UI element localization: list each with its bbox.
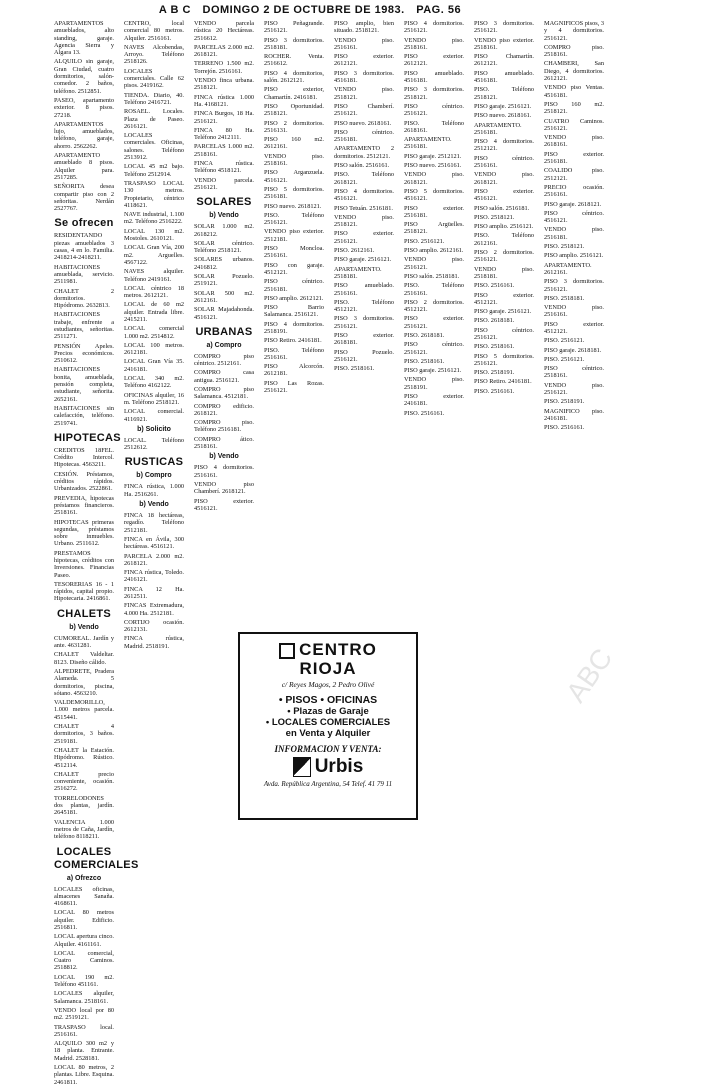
classified-entry: APARTAMENTO. 2612161. bbox=[544, 261, 592, 276]
classified-entry: CENTRO, local comercial 80 metros. Alquiler. 2516161. bbox=[124, 20, 184, 42]
classified-entry: PRESTAMOS hipotecas, créditos con Inversiones. Financias Paseo. bbox=[54, 549, 114, 579]
classified-entry: PISO salón. 2516161. bbox=[334, 162, 390, 170]
classified-entry: PISO céntrico. 2518161. bbox=[544, 365, 604, 380]
classified-entry: LOCAL 80 metros, 2 plantas. Libre. Esquina. 2461811. bbox=[54, 1064, 114, 1086]
classified-entry: APARTAMENTO. 2518181. bbox=[334, 265, 382, 280]
classified-entry: VENDO piso. 2518161. bbox=[264, 152, 324, 168]
section-title: URBANAS bbox=[195, 325, 253, 338]
classified-entry: HIPOTECAS primeras segundas, préstamos sobre inmuebles. Urbano. 2511612. bbox=[54, 518, 114, 548]
classified-entry: VENDO piso. 2618161. bbox=[544, 134, 604, 149]
classified-entry: PASEO, apartamento exterior. 8 pisos. 27218. bbox=[54, 96, 114, 119]
classified-entry: PISO exterior. 2612121. bbox=[404, 53, 464, 68]
classified-entry: PISO Pozuelo. 2516121. bbox=[334, 348, 394, 363]
classified-entry: LOCAL 340 m2. Teléfono 4162122. bbox=[124, 375, 184, 390]
classified-entry: FINCA en Ávila, 300 hectáreas. 4516121. bbox=[124, 535, 184, 551]
classified-entry: PISO. 2516161. bbox=[404, 409, 445, 417]
section-subtitle: b) Vendo bbox=[209, 212, 239, 220]
classified-entry: PISO exterior. 4516121. bbox=[474, 187, 534, 203]
classified-entry: COMPRO piso. Teléfono 2516181. bbox=[194, 419, 254, 434]
classified-entry: PISO. 2516161. bbox=[474, 387, 515, 395]
classified-entry: CREDITOS 18FEL. Crédito Intercol. Hipotecas. 4563211. bbox=[54, 446, 114, 469]
classified-entry: CHALET 2 dormitorios. Hipódromo. 2632813. bbox=[54, 287, 114, 310]
classified-entry: LOCALES alquiler, Salamanca. 2518161. bbox=[54, 990, 114, 1005]
classified-entry: PENSIÓN Apeles. Precios económicos. 2510612. bbox=[54, 342, 114, 365]
page-header bbox=[0, 4, 620, 20]
classified-entry: PISO. 2618181. bbox=[474, 317, 515, 325]
classified-entry: ROCHER. Venta. 2516612. bbox=[264, 53, 324, 68]
classified-entry: APARTAMENTOS lujo, amueblados, teléfono, garaje, ahorro. 2562262. bbox=[54, 120, 114, 150]
classified-entry: ALPEDRETE, Pradera Alameda. 5 dormitorios, piscina, sótano. 4563210. bbox=[54, 667, 114, 697]
classified-entry: LOCAL apertura cinco. Alquiler. 4161161. bbox=[54, 933, 114, 948]
classified-entry: VENDO piso. 2516181. bbox=[544, 226, 604, 241]
classified-entry: PISO Peñagrande. 2516121. bbox=[264, 20, 324, 35]
classified-entry: PISO exterior. 2516181. bbox=[404, 204, 464, 219]
classified-entry: PISO. 2518181. bbox=[544, 294, 585, 302]
classified-entry: TIENDA. Diario, 40. Teléfono 2416721. bbox=[124, 91, 184, 106]
classified-entry: CHAMBERI, San Diego, 4 dormitorios. 2612121. bbox=[544, 60, 604, 83]
classified-entry: PISO céntrico. 2516121. bbox=[474, 326, 534, 341]
classified-entry: VENDO piso. 2518161. bbox=[404, 36, 464, 51]
classified-entry: PISO 3 dormitorios. 2518121. bbox=[404, 86, 464, 101]
classified-entry: VENDO piso. 2516121. bbox=[544, 381, 604, 397]
classified-entry: PISO 5 dormitorios. 2516181. bbox=[264, 185, 324, 201]
ad-line-1: • PISOS • OFICINAS bbox=[278, 694, 378, 706]
classified-entry: PISO exterior. 2516121. bbox=[334, 230, 394, 245]
classified-entry: PISO. 2518191. bbox=[474, 369, 515, 377]
classified-entry: PISO. 2518121. bbox=[474, 213, 515, 221]
centro-rioja-advertisement bbox=[238, 632, 418, 820]
classified-entry: SOLARES urbanos. 2416812. bbox=[194, 256, 254, 271]
classified-entry: FINCA rústica 1.000 Ha. 4168121. bbox=[194, 93, 254, 108]
classified-entry: TERRENO 1.500 m2. Torrejón. 2516161. bbox=[194, 60, 254, 75]
classified-entry: PISO. Teléfono 2618161. bbox=[404, 119, 464, 134]
classified-entry: VENDO piso exterior. 2518161. bbox=[474, 36, 534, 51]
classified-entry: PISO. 2518161. bbox=[404, 357, 445, 365]
classified-column-7 bbox=[474, 20, 534, 832]
classified-entry: PISO 4 dormitorios. 2518191. bbox=[264, 320, 324, 335]
ad-line-2: • Plazas de Garaje bbox=[287, 706, 369, 717]
classified-entry: PISO amueblado. 4516181. bbox=[404, 69, 464, 85]
classified-entry: LOCAL Gran Vía, 200 m2. Arguelles. 4567122. bbox=[124, 244, 184, 266]
classified-entry: VENDO piso Chamberí. 2618121. bbox=[194, 480, 254, 496]
classified-entry: MAGNIFICO piso. 2416181. bbox=[544, 407, 604, 422]
classified-entry: PISO 2 dormitorios. 2516121. bbox=[474, 249, 534, 264]
classified-entry: HABITACIONES bonita, amueblada, pensión completa, estudiante, señorita. 2652161. bbox=[54, 366, 114, 403]
classified-entry: PISO amplio. 2516121. bbox=[544, 252, 604, 260]
classified-entry: CHALET precio conveniente, ocasión. 2516272. bbox=[54, 770, 114, 793]
logo-square-icon bbox=[279, 643, 295, 659]
classified-entry: PISO 4 dormitorios, salón. 2612121. bbox=[264, 69, 324, 85]
classified-entry: NAVES Alcobendas, Arroyo. Teléfono 2518126. bbox=[124, 43, 184, 66]
classified-entry: COMPRO piso. 2518161. bbox=[544, 43, 604, 59]
section-subtitle: b) Vendo bbox=[209, 453, 239, 461]
classified-entry: COMPRO piso céntrico. 2512161. bbox=[194, 352, 254, 368]
classified-entry: PISO 4 dormitorios. 2512121. bbox=[474, 138, 534, 153]
classified-column-2 bbox=[124, 20, 184, 832]
classified-column-5 bbox=[334, 20, 394, 628]
classified-entry: SOLAR 500 m2. 2612161. bbox=[194, 289, 254, 304]
classified-entry: APARTAMENTO. 2516181. bbox=[404, 136, 452, 151]
classified-entry: CESIÓN. Préstamos, créditos rápidos. Urbanizados. 2522861. bbox=[54, 470, 114, 493]
classified-entry: SOLAR Majadahonda. 4516121. bbox=[194, 306, 254, 321]
classified-entry: FINCA rústica. Teléfono 4518121. bbox=[194, 160, 254, 175]
classified-entry: PISO exterior. 2516181. bbox=[544, 150, 604, 166]
classified-entry: LOCALES comerciales. Oficinas, salones. Teléfono 2513912. bbox=[124, 132, 184, 162]
classified-entry: SOLAR Pozuelo. 2519121. bbox=[194, 273, 254, 288]
classified-entry: FINCA rústica, 1.000 Ha. 2516261. bbox=[124, 483, 184, 498]
urbis-logo-icon bbox=[293, 757, 311, 777]
classified-entry: PISO exterior, Chamartín. 2416181. bbox=[264, 86, 324, 101]
classified-entry: PISO. 2518161. bbox=[334, 365, 375, 373]
classified-entry: PISO. 2518121. bbox=[544, 243, 585, 251]
classified-entry: PISO exterior. 4512121. bbox=[474, 291, 534, 306]
classified-entry: VENDO piso. 2518121. bbox=[334, 86, 394, 101]
classified-entry: VENDO piso. 2518121. bbox=[334, 213, 394, 229]
classified-entry: PISO garaje. 2516121. bbox=[474, 102, 532, 110]
classified-entry: SOLAR céntrico. Teléfono 2518121. bbox=[194, 239, 254, 255]
ad-title: CENTRO RIOJA bbox=[248, 640, 408, 678]
classified-entry: PISO 4 dormitorios. 2516121. bbox=[404, 20, 464, 35]
classified-entry: MAGNIFICOS pisos, 3 y 4 dormitorios. 2516121. bbox=[544, 20, 605, 42]
classified-entry: HABITACIONES amueblada, servicio. 2511981. bbox=[54, 263, 114, 286]
classified-entry: PISO céntrico. 2516121. bbox=[404, 102, 464, 118]
classified-entry: PISO Las Rozas. 2516121. bbox=[264, 379, 324, 395]
classified-entry: PISO Tetuán. 2516181. bbox=[334, 204, 393, 212]
classified-entry: HABITACIONES sin calefacción, teléfono. 2519741. bbox=[54, 404, 114, 427]
classified-entry: PISO Barrio Salamanca. 2516121. bbox=[264, 304, 324, 319]
classified-entry: PISO. 2516161. bbox=[474, 282, 515, 290]
classified-entry: PARCELAS 1.000 m2. 2518161. bbox=[194, 143, 254, 158]
classified-entry: CHALET Valdeltar. 8123. Diseño cálido. bbox=[54, 651, 114, 666]
classified-entry: PISO. 2618181. bbox=[404, 331, 445, 339]
classified-entry: PARCELAS 2.000 m2. 2618121. bbox=[194, 43, 254, 59]
classified-entry: LOCALES oficinas, almacenes Sanaña. 4168611. bbox=[54, 885, 114, 908]
classified-entry: FINCA Burgos, 18 Ha. 2516121. bbox=[194, 110, 254, 125]
classified-entry: APARTAMENTOS amueblados, alto standing, garaje. Agencia Sierra y Algara 13. bbox=[54, 20, 114, 57]
classified-entry: VENDO piso. 2518191. bbox=[404, 376, 464, 391]
classified-entry: LOCAL céntrico 18 metros. 2612121. bbox=[124, 284, 184, 300]
classified-entry: FINCA 12 Ha. 2612511. bbox=[124, 585, 184, 600]
section-title: SOLARES bbox=[196, 196, 252, 209]
classified-entry: LOCAL 45 m2 bajo. Teléfono 2512914. bbox=[124, 163, 184, 178]
classified-entry: PISO. 2518191. bbox=[544, 398, 585, 406]
classified-entry: VALENCIA 1.000 metros de Caña, Jardín, teléfono 8118211. bbox=[54, 818, 114, 841]
classified-entry: PARCELA 2.000 m2. 2618121. bbox=[124, 552, 184, 567]
classified-entry: PISO. Teléfono 2618121. bbox=[334, 171, 394, 186]
classified-entry: PISO. Teléfono 2516161. bbox=[404, 282, 464, 297]
classified-entry: PISO garaje. 2618181. bbox=[544, 346, 602, 354]
classified-entry: COMPRO edificio. 2618121. bbox=[194, 402, 254, 417]
classified-entry: PISO garaje. 2516121. bbox=[474, 308, 532, 316]
classified-entry: VENDO piso. 2618121. bbox=[404, 171, 464, 186]
classified-entry: PISO amplio, bien situado. 2518121. bbox=[334, 20, 394, 35]
classified-entry: PISO nuevo. 2516161. bbox=[404, 162, 462, 170]
classified-entry: PISO. 2518161. bbox=[474, 343, 515, 351]
classified-entry: SEÑORITA desea compartir piso con 2 señoritas. Nerdán 2527767. bbox=[54, 183, 114, 213]
classified-entry: LOCAL comercial. 4116921. bbox=[124, 408, 184, 423]
classified-entry: PISO. Teléfono 2516121. bbox=[264, 211, 324, 227]
classified-entry: PISO garaje. 2516121. bbox=[404, 367, 462, 375]
ad-footer: Avda. República Argentina, 54 Telef. 41 79 11 bbox=[263, 780, 393, 788]
classified-entry: COMPRO piso Salamanca. 4512181. bbox=[194, 385, 254, 401]
classified-entry: PISO 3 dormitorios. 2516121. bbox=[544, 278, 604, 293]
watermark: ABC bbox=[560, 642, 619, 708]
classified-entry: PISO. 2516121. bbox=[544, 355, 585, 363]
section-subtitle: b) Compro bbox=[136, 472, 172, 480]
ad-line-3: • LOCALES COMERCIALES bbox=[265, 717, 391, 728]
classified-entry: PRECIO ocasión. 2516161. bbox=[544, 183, 604, 199]
classified-entry: PISO amueblado. 4516181. bbox=[474, 69, 534, 85]
classified-column-1 bbox=[54, 20, 139, 1086]
classified-entry: TRASPASO LOCAL 130 metros. Propietario, céntrico 4118621. bbox=[124, 179, 184, 209]
section-subtitle: a) Compro bbox=[206, 341, 242, 349]
classified-entry: PISO amueblado. 2516161. bbox=[334, 282, 394, 297]
classified-entry: PISO 4 dormitorios. 2516161. bbox=[194, 464, 254, 479]
classified-entry: PISO exterior. 2618181. bbox=[334, 331, 394, 347]
classified-entry: APARTAMENTO. 2516181. bbox=[474, 121, 522, 136]
classified-entry: CUATRO Caminos. 2516121. bbox=[544, 117, 604, 132]
classified-entry: PISO 5 dormitorios. 4516121. bbox=[404, 187, 464, 203]
classified-entry: CHALET la Estación. Hipódromo. Rústico. 4512114. bbox=[54, 746, 114, 769]
classified-entry: PISO garaje. 2512121. bbox=[404, 152, 462, 160]
classified-entry: TORRELODONES dos plantas, jardín. 2645181. bbox=[54, 794, 114, 817]
classified-entry: PISO. Teléfono 4512121. bbox=[334, 298, 394, 314]
section-subtitle: b) Solicito bbox=[137, 425, 171, 433]
ad-line-4: en Venta y Alquiler bbox=[285, 728, 371, 739]
classified-entry: PISO 5 dormitorios. 2516121. bbox=[474, 352, 534, 367]
classified-entry: CUMOREAL. Jardín y ante. 4631281. bbox=[54, 634, 114, 650]
classified-entry: PISO. 2612161. bbox=[334, 247, 375, 255]
classified-entry: VENDO finca urbana. 2518121. bbox=[194, 77, 254, 92]
section-subtitle: b) Vendo bbox=[69, 623, 99, 631]
classified-entry: LOCAL. Teléfono 2512612. bbox=[124, 436, 184, 452]
classified-entry: LOCAL 100 metros. 2612181. bbox=[124, 341, 184, 357]
classified-entry: PISO Oportunidad. 2518121. bbox=[264, 102, 324, 118]
classified-entry: LOCAL 190 m2. Teléfono 451161. bbox=[54, 973, 114, 989]
classified-entry: LOCAL 80 metros alquiler. Edificio. 2516811. bbox=[54, 909, 114, 931]
page-number: PAG. 56 bbox=[416, 4, 462, 16]
classified-entry: FINCA rústica, Toledo. 2416121. bbox=[124, 569, 184, 584]
classified-entry: SOLAR 1.000 m2. 2618212. bbox=[194, 223, 254, 238]
classified-entry: PISO. Teléfono 2612161. bbox=[474, 232, 534, 247]
classified-entry: PISO salón. 2518181. bbox=[404, 272, 460, 280]
classified-entry: NAVE industrial, 1.100 m2. Teléfono 2516222. bbox=[124, 211, 184, 226]
classified-entry: PISO exterior. 2516121. bbox=[404, 315, 464, 330]
classified-entry: PISO exterior. 2416181. bbox=[404, 393, 464, 408]
classified-entry: OFICINAS alquiler, 16 m. Teléfono 2518121. bbox=[124, 391, 184, 406]
classified-entry: RESIDENTANDO piezas amueblados 3 casas, 4 en lo. Familia. 2418214-2418211. bbox=[54, 232, 114, 262]
classified-entry: HABITACIONES trabaje, enfrente a estudiantes, señoritas. 2511271. bbox=[54, 311, 114, 341]
classified-entry: COALIDO piso. 2512121. bbox=[544, 167, 604, 182]
classified-entry: PISO exterior. 4516121. bbox=[194, 497, 254, 512]
classified-entry: PISO Moncloa. 2516161. bbox=[264, 245, 324, 260]
classified-entry: PISO. 2516121. bbox=[404, 237, 445, 245]
classified-entry: VENDO piso. 2516121. bbox=[404, 256, 464, 271]
classified-entry: PISO 3 dormitorios. 2516121. bbox=[474, 20, 534, 35]
classified-entry: FINCA 80 Ha. Teléfono 2412111. bbox=[194, 126, 254, 142]
section-title: LOCALES COMERCIALES bbox=[54, 845, 139, 871]
classified-entry: PISO nuevo. 2618161. bbox=[474, 112, 532, 120]
classified-entry: FINCA rústica, Madrid. 2518191. bbox=[124, 635, 184, 650]
classified-entry: PISO 3 dormitorios. 2516121. bbox=[334, 315, 394, 330]
classified-entry: PISO nuevo. 2618161. bbox=[334, 119, 392, 127]
classified-column-4 bbox=[264, 20, 324, 628]
classified-entry: FINCAS Extremadura, 4.000 Ha. 2512181. bbox=[124, 602, 184, 617]
section-title: Se ofrecen bbox=[54, 217, 114, 230]
classified-entry: PISO 2 dormitorios. 2516131. bbox=[264, 119, 324, 134]
classified-entry: PISO Alcorcón. 2612181. bbox=[264, 363, 324, 378]
classified-entry: PISO céntrico. 2516181. bbox=[264, 278, 324, 293]
ad-address: c/ Reyes Magos, 2 Pedro Olivé bbox=[281, 680, 375, 689]
classified-entry: PISO exterior. 4512121. bbox=[544, 320, 604, 335]
classified-entry: PISO Retiro. 2416181. bbox=[474, 378, 532, 386]
classified-entry: LOCAL Gran Vía 35. 2416181. bbox=[124, 358, 184, 373]
classified-column-3 bbox=[194, 20, 254, 628]
ad-brand: Urbis bbox=[240, 756, 416, 777]
classified-entry: ALQUILO 300 m2 y 18 planta. Entrante. Madrid. 2528181. bbox=[54, 1040, 114, 1062]
newspaper-name: A B C bbox=[158, 4, 191, 16]
classified-entry: PISO nuevo. 2618121. bbox=[264, 202, 322, 210]
section-title: RUSTICAS bbox=[124, 456, 184, 469]
classified-entry: VENDO piso. 2516161. bbox=[544, 304, 604, 319]
classified-entry: PISO Chamartín. 2612121. bbox=[474, 53, 534, 68]
classified-entry: PISO garaje. 2618121. bbox=[544, 200, 602, 208]
classified-entry: VENDO piso. 2518181. bbox=[474, 265, 534, 280]
classified-entry: ALQUILO sin garaje, Gran Ciudad, cuatro dormitorios, salón-comedor. 2 baños, teléfono. 2512851. bbox=[54, 58, 114, 95]
section-subtitle: b) Vendo bbox=[139, 501, 169, 509]
classified-entry: PISO con garaje. 4512121. bbox=[264, 261, 324, 276]
classified-entry: TESORERIAS 16 - 1 rápidos, capital propio. Hipotecaria. 2416861. bbox=[54, 580, 114, 603]
classified-entry: LOCAL de 60 m2 alquiler. Entrada libre. 2415211. bbox=[124, 301, 184, 323]
section-subtitle: a) Ofrezco bbox=[66, 874, 102, 882]
page-date: DOMINGO 2 DE OCTUBRE DE 1983. bbox=[202, 4, 405, 16]
classified-entry: VENDO piso Ventas. 4516181. bbox=[544, 84, 604, 99]
classified-entry: PISO. 2516161. bbox=[544, 424, 585, 432]
section-title: HIPOTECAS bbox=[54, 431, 121, 444]
classified-entry: CHALET 4 dormitorios, 3 baños. 2519181. bbox=[54, 723, 114, 745]
classified-entry: LOCAL comercial 1.000 m2. 2514812. bbox=[124, 325, 184, 340]
classified-entry: LOCAL 130 m2. Mostoles. 2610121. bbox=[124, 227, 184, 243]
classified-entry: PISO Chamberí. 2516121. bbox=[334, 102, 394, 118]
classified-entry: PISO céntrico. 2516161. bbox=[474, 154, 534, 170]
classified-entry: APARTAMENTO amueblado 8 pisos. Alquiler para. 2517285. bbox=[54, 152, 114, 181]
classified-entry: COMPRO ático. 2518161. bbox=[194, 435, 254, 451]
classified-entry: PISO Argüelles. 2518121. bbox=[404, 221, 464, 236]
classified-entry: PISO. Teléfono 2518121. bbox=[474, 86, 534, 101]
classified-entry: PISO 160 m2. 2518121. bbox=[544, 100, 604, 116]
classified-entry: VALDEMORILLO, 1.000 metros parcela. 4515441. bbox=[54, 699, 114, 721]
classified-entry: VENDO local por 80 m2. 2519121. bbox=[54, 1006, 114, 1022]
classified-entry: COMPRO casa antigua. 2516121. bbox=[194, 369, 254, 384]
classified-entry: CORTIJO ocasión. 2612131. bbox=[124, 618, 184, 634]
classified-entry: PISO 160 m2. 2612161. bbox=[264, 136, 324, 151]
classified-entry: PISO amplio. 2612161. bbox=[404, 247, 464, 255]
classified-entry: VENDO piso. 2618121. bbox=[474, 171, 534, 186]
classified-entry: PISO exterior. 2612121. bbox=[334, 53, 394, 68]
classified-entry: FINCA 18 hectáreas, regadío. Teléfono 2512181. bbox=[124, 512, 184, 534]
classified-entry: NAVES alquiler. Teléfono 2419161. bbox=[124, 268, 184, 283]
classified-entry: PISO amplio. 2612121. bbox=[264, 294, 324, 302]
classified-entry: PISO 3 dormitorios. 2518181. bbox=[264, 36, 324, 51]
classified-entry: PISO. 2516121. bbox=[544, 337, 585, 345]
classified-entry: PISO amplio. 2516121. bbox=[474, 223, 534, 231]
classified-entry: APARTAMENTO 2 dormitorios. 2512121. bbox=[334, 145, 394, 160]
classified-entry: VENDO parcela rústica 20 Hectáreas. 2516612. bbox=[194, 20, 254, 42]
classified-entry: PISO 3 dormitorios. 4516181. bbox=[334, 69, 394, 85]
classified-entry: PISO céntrico. 4516121. bbox=[544, 209, 604, 225]
classified-entry: PISO Retiro. 2416181. bbox=[264, 337, 322, 345]
classified-entry: TRASPASO local. 2516161. bbox=[54, 1023, 114, 1038]
classified-entry: PISO salón. 2516181. bbox=[474, 204, 530, 212]
ad-info: INFORMACION Y VENTA: bbox=[274, 744, 382, 754]
classified-entry: PISO Arganzuela. 4516121. bbox=[264, 169, 324, 184]
classified-entry: PREVEDIA, hipotecas préstamos financieros. 2518161. bbox=[54, 494, 114, 517]
classified-entry: PISO. Teléfono 2516161. bbox=[264, 346, 324, 361]
classified-entry: PISO 2 dormitorios. 4512121. bbox=[404, 298, 464, 314]
classified-entry: VENDO piso. 2516161. bbox=[334, 36, 394, 51]
classified-entry: PISO céntrico. 2516181. bbox=[334, 128, 394, 144]
classified-entry: LOCAL comercial, Cuatro Caminos. 2518812. bbox=[54, 949, 114, 972]
classified-entry: LOCALES comerciales. Calle 62 pisos. 2419162. bbox=[124, 67, 184, 90]
classified-entry: PISO garaje. 2516121. bbox=[334, 256, 392, 264]
classified-entry: VENDO piso exterior. 2512181. bbox=[264, 228, 324, 243]
section-title: CHALETS bbox=[56, 607, 112, 620]
classified-entry: PISO céntrico. 2516121. bbox=[404, 341, 464, 356]
classified-entry: PISO 4 dormitorios. 4516121. bbox=[334, 187, 394, 203]
classified-entry: VENDO parcela. 2516121. bbox=[194, 176, 254, 191]
classified-entry: ROSAEL. Locales. Plaza de Paseo. 2616121. bbox=[124, 108, 184, 130]
